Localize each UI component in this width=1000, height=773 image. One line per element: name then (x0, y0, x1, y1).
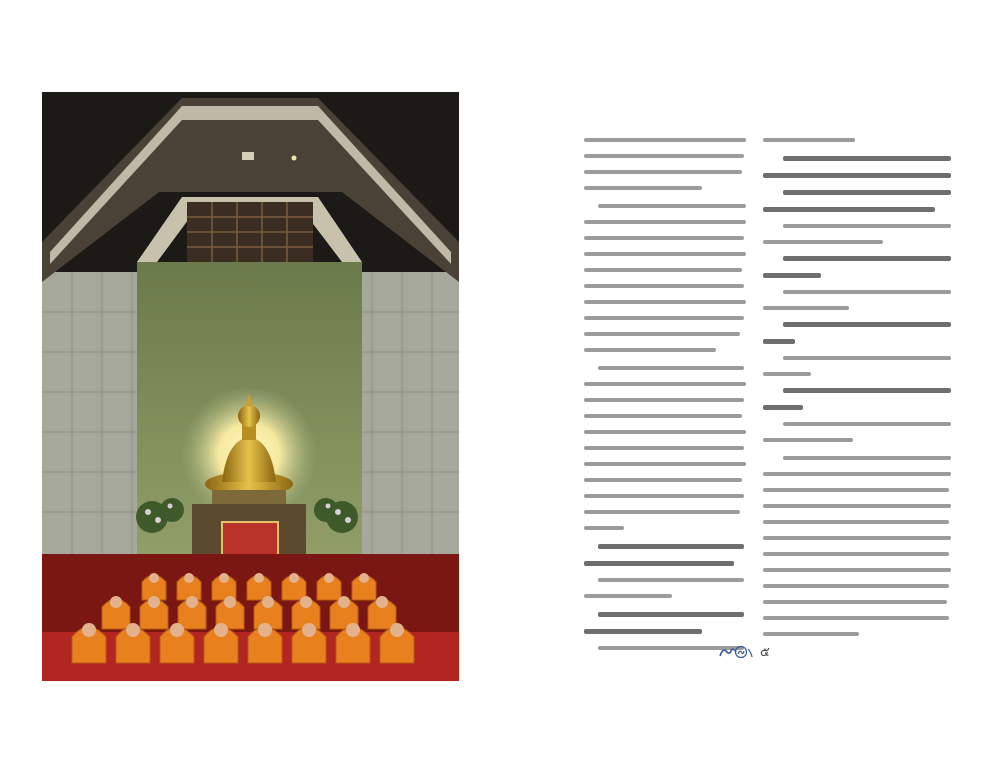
page-footer (718, 641, 770, 662)
body-text-left-column (584, 132, 749, 650)
shrine-hall-photo (42, 92, 459, 681)
page-number: ๕ (760, 645, 770, 660)
body-text-right-column (763, 132, 951, 636)
publication-logo (718, 645, 754, 659)
